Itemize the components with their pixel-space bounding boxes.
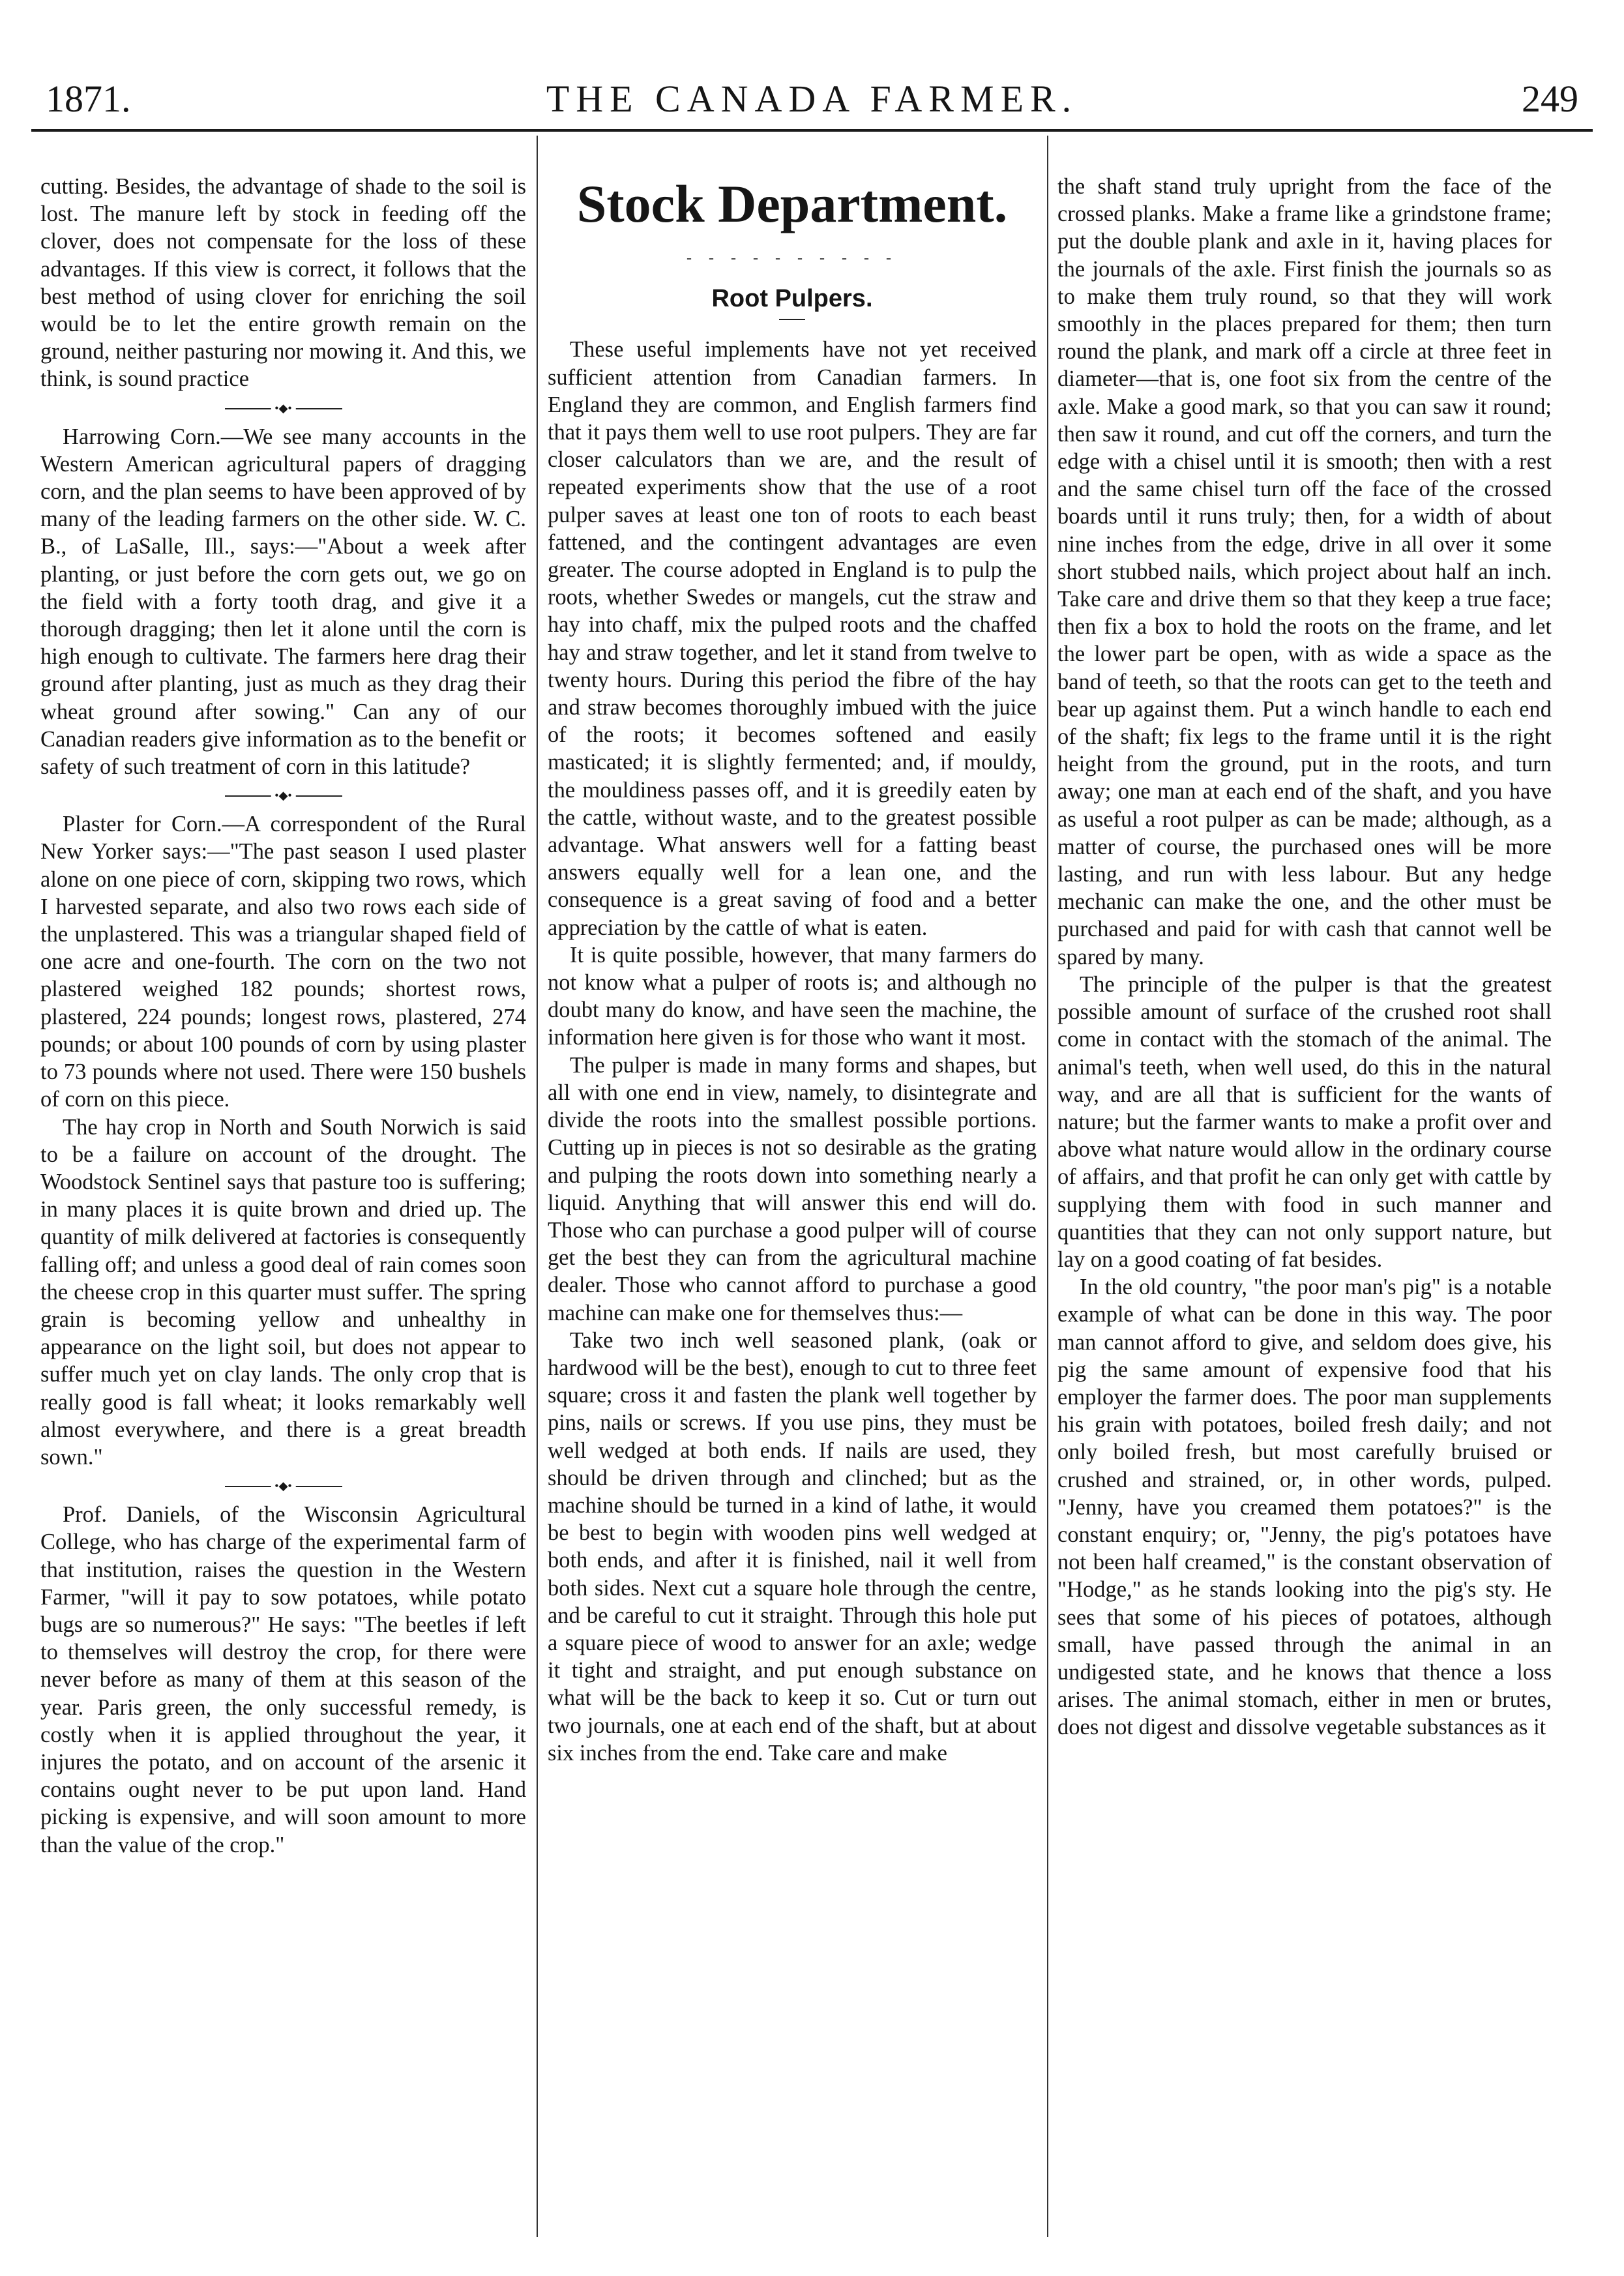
header-year: 1871. <box>46 78 131 120</box>
paragraph: The pulper is made in many forms and shapes, but all with one end in view, namely, to disintegrate and divide the roots into the smallest possible portions. Cutting up in pieces is not so desirable as the grating and pulping the roots down into something nearly a liquid. Anything that will answer this end will do. Those who can purchase a good pulper will of course get the best they can from the agricultural machine dealer. Those who cannot afford to purchase a good machine can make one for themselves thus:— <box>548 1052 1037 1325</box>
header-page-number: 249 <box>1522 78 1578 120</box>
separator-ornament <box>225 1476 342 1496</box>
header-title: THE CANADA FARMER. <box>546 78 1078 120</box>
column-divider <box>1047 136 1048 2237</box>
column-divider <box>537 136 538 2237</box>
column-right <box>1057 173 1552 2230</box>
separator-ornament <box>225 398 342 418</box>
title-rule <box>779 319 805 320</box>
paragraph: cutting. Besides, the advantage of shade to the soil is lost. The manure left by stock in feeding off the clover, does not compensate for the loss of these advantages. If this view is correct, it follows that the best method of using clover for enriching the soil would be to let the entire growth remain on the ground, neither pasturing nor mowing it. And this, we think, is sound practice <box>40 174 526 392</box>
paragraph: It is quite possible, however, that many farmers do not know what a pulper of roots is; and although no doubt many do know, and have seen the machine, the information here given is for those who want it most. <box>548 942 1037 1050</box>
heading-dash-rule: - - - - - - - - - - <box>687 250 898 267</box>
paragraph: The hay crop in North and South Norwich is said to be a failure on account of the drought. The Woodstock Sentinel says that pasture too is suffering; in many places it is quite brown and dried up. The quantity of milk delivered at factories is consequently falling off; and unless a good deal of rain comes soon the cheese crop in this quarter must suffer. The spring grain is becoming yellow and unhealthy in appearance on the light soil, but does not appear to suffer much yet on clay lands. The only crop that is really good is fall wheat; it looks remarkably well almost everywhere, and there is a great breadth sown." <box>40 1114 526 1470</box>
article-title: Root Pulpers. <box>711 285 873 313</box>
paragraph: Plaster for Corn.—A correspondent of the Rural New Yorker says:—"The past season I used plaster alone on one piece of corn, skipping two rows, which I harvested separate, and also two rows each side of the unplastered. This was a triangular shaped field of one acre and one-fourth. The corn on the two not plastered weighed 182 pounds; shortest rows, plastered, 224 pounds; longest rows, plastered, 274 pounds; or about 100 pounds of corn by using plaster to 73 pounds where not used. There were 150 bushels of corn on this piece. <box>40 812 526 1112</box>
separator-ornament <box>225 786 342 805</box>
paragraph: In the old country, "the poor man's pig" is a notable example of what can be done in this way. The poor man cannot afford to give, and seldom does give, his pig the same amount of expensive food that his employer the farmer does. The poor man supplements his grain with potatoes, boiled fresh daily; and not only boiled fresh, but most carefully bruised or crushed and strained, or, in other words, pulped. "Jenny, have you creamed them potatoes?" is the constant enquiry; or, "Jenny, the pig's potatoes have not been half creamed," is the constant observation of "Hodge," as he stands looking into the pig's sty. He sees that some of his pieces of potatoes, although small, have passed through the animal in an undigested state, and he knows that thence a loss arises. The animal stomach, either in men or brutes, does not digest and dissolve vegetable substances as it <box>1057 1275 1552 1740</box>
department-heading: Stock Department. <box>576 174 1008 233</box>
paragraph: Take two inch well seasoned plank, (oak or hardwood will be the best), enough to cut to three feet square; cross it and fasten the plank well together by pins, nails or screws. If you use pins, they must be well wedged at both ends. If nails are used, they should be driven through and clinched; but as the machine should be turned in a kind of lathe, it would be best to begin with wooden pins well wedged at both ends, and after it is finished, nail it well from both sides. Next cut a square hole through the centre, and be careful to cut it straight. Through this hole put a square piece of wood to answer for an axle; wedge it tight and straight, and put enough substance on what will be the back to keep it so. Cut or turn out two journals, one at each end of the shaft, but at about six inches from the end. Take care and make <box>548 1327 1037 1766</box>
paragraph: Prof. Daniels, of the Wisconsin Agricultural College, who has charge of the experimental farm of that institution, raises the question in the Western Farmer, "will it pay to sow potatoes, while potato bugs are so numerous?" He says: "The beetles if left to themselves will destroy the crop, for there were never before as many of them at this season of the year. Paris green, the only successful remedy, is costly when it is applied throughout the year, it injures the potato, and on account of the arsenic it contains ought never to be put upon land. Hand picking is expensive, and will soon amount to more than the value of the crop." <box>40 1502 526 1857</box>
column-left <box>40 173 526 2230</box>
column-middle <box>548 173 1037 2230</box>
paragraph: These useful implements have not yet received sufficient attention from Canadian farmers. In England they are common, and English farmers find that it pays them well to use root pulpers. They are far closer calculators than we are, and the result of repeated experiments show that the use of a root pulper saves at least one ton of roots to each beast fattened, and the contingent advantages are even greater. The course adopted in England is to pulp the roots, whether Swedes or mangels, cut the straw and hay into chaff, mix the pulped roots and the chaffed hay and straw together, and let it stand from twelve to twenty hours. During this period the fibre of the hay and straw becomes thoroughly imbued with the juice of the roots; it becomes softened and easily masticated; it is slightly fermented; and, if mouldy, the mouldiness passes off, and it is greedily eaten by the cattle, without waste, and to the greatest possible advantage. What answers well for a fatting beast answers equally well for a lean one, and the consequence is a great saving of food and a better appreciation by the cattle of what is eaten. <box>548 337 1037 940</box>
paragraph: Harrowing Corn.—We see many accounts in the Western American agricultural papers of dragging corn, and the plan seems to have been approved of by many of the leading farmers on the other side. W. C. B., of LaSalle, Ill., says:—"About a week after planting, or just before the corn gets out, we go on the field with a forty tooth drag, and give it a thorough dragging; then let it alone until the corn is high enough to cultivate. The farmers here drag their ground after planting, just as much as they drag their wheat ground after sowing." Can any of our Canadian readers give information as to the benefit or safety of such treatment of corn in this latitude? <box>40 424 526 780</box>
paragraph: The principle of the pulper is that the greatest possible amount of surface of the crushed root shall come in contact with the stomach of the animal. The animal's teeth, when well used, do this in the natural way, and are all that is sufficient for the wants of nature; but the farmer wants to make a profit over and above what nature would allow in the ordinary course of affairs, and that profit he can only get with cattle by supplying them with food in such manner and quantities that they can not only support nature, but lay on a good coating of fat besides. <box>1057 971 1552 1272</box>
page-header <box>31 77 1593 132</box>
paragraph: the shaft stand truly upright from the face of the crossed planks. Make a frame like a grindstone frame; put the double plank and axle in it, having places for the journals of the axle. First finish the journals so as to make them truly round, so that they will work smoothly in the places prepared for them; then turn round the plank, and mark off a circle at three feet in diameter—that is, one foot six from the centre of the axle. Make a good mark, so that you can saw it round; then saw it round, and cut off the corners, and turn the edge with a chisel until it is smooth; then with a rest and the same chisel turn off the face of the crossed boards until it runs truly; then, for a width of about nine inches from the edge, drive in all over it some short stubbed nails, which project about half an inch. Take care and drive them so that they keep a true face; then fix a box to hold the roots on the frame, and let the lower part be open, with as wide a space as the band of teeth, so that the roots can get to the teeth and bear up against them. Put a winch handle to each end of the shaft; fix legs to the frame until it is the right height from the ground, put in the roots, and turn away; one man at each end of the shaft, and you have as useful a root pulper as can be made; although, as a matter of course, the purchased ones will be more lasting, and run with less labour. But any hedge mechanic can make the one, and the other must be purchased and paid for with cash that cannot well be spared by many. <box>1057 174 1552 969</box>
